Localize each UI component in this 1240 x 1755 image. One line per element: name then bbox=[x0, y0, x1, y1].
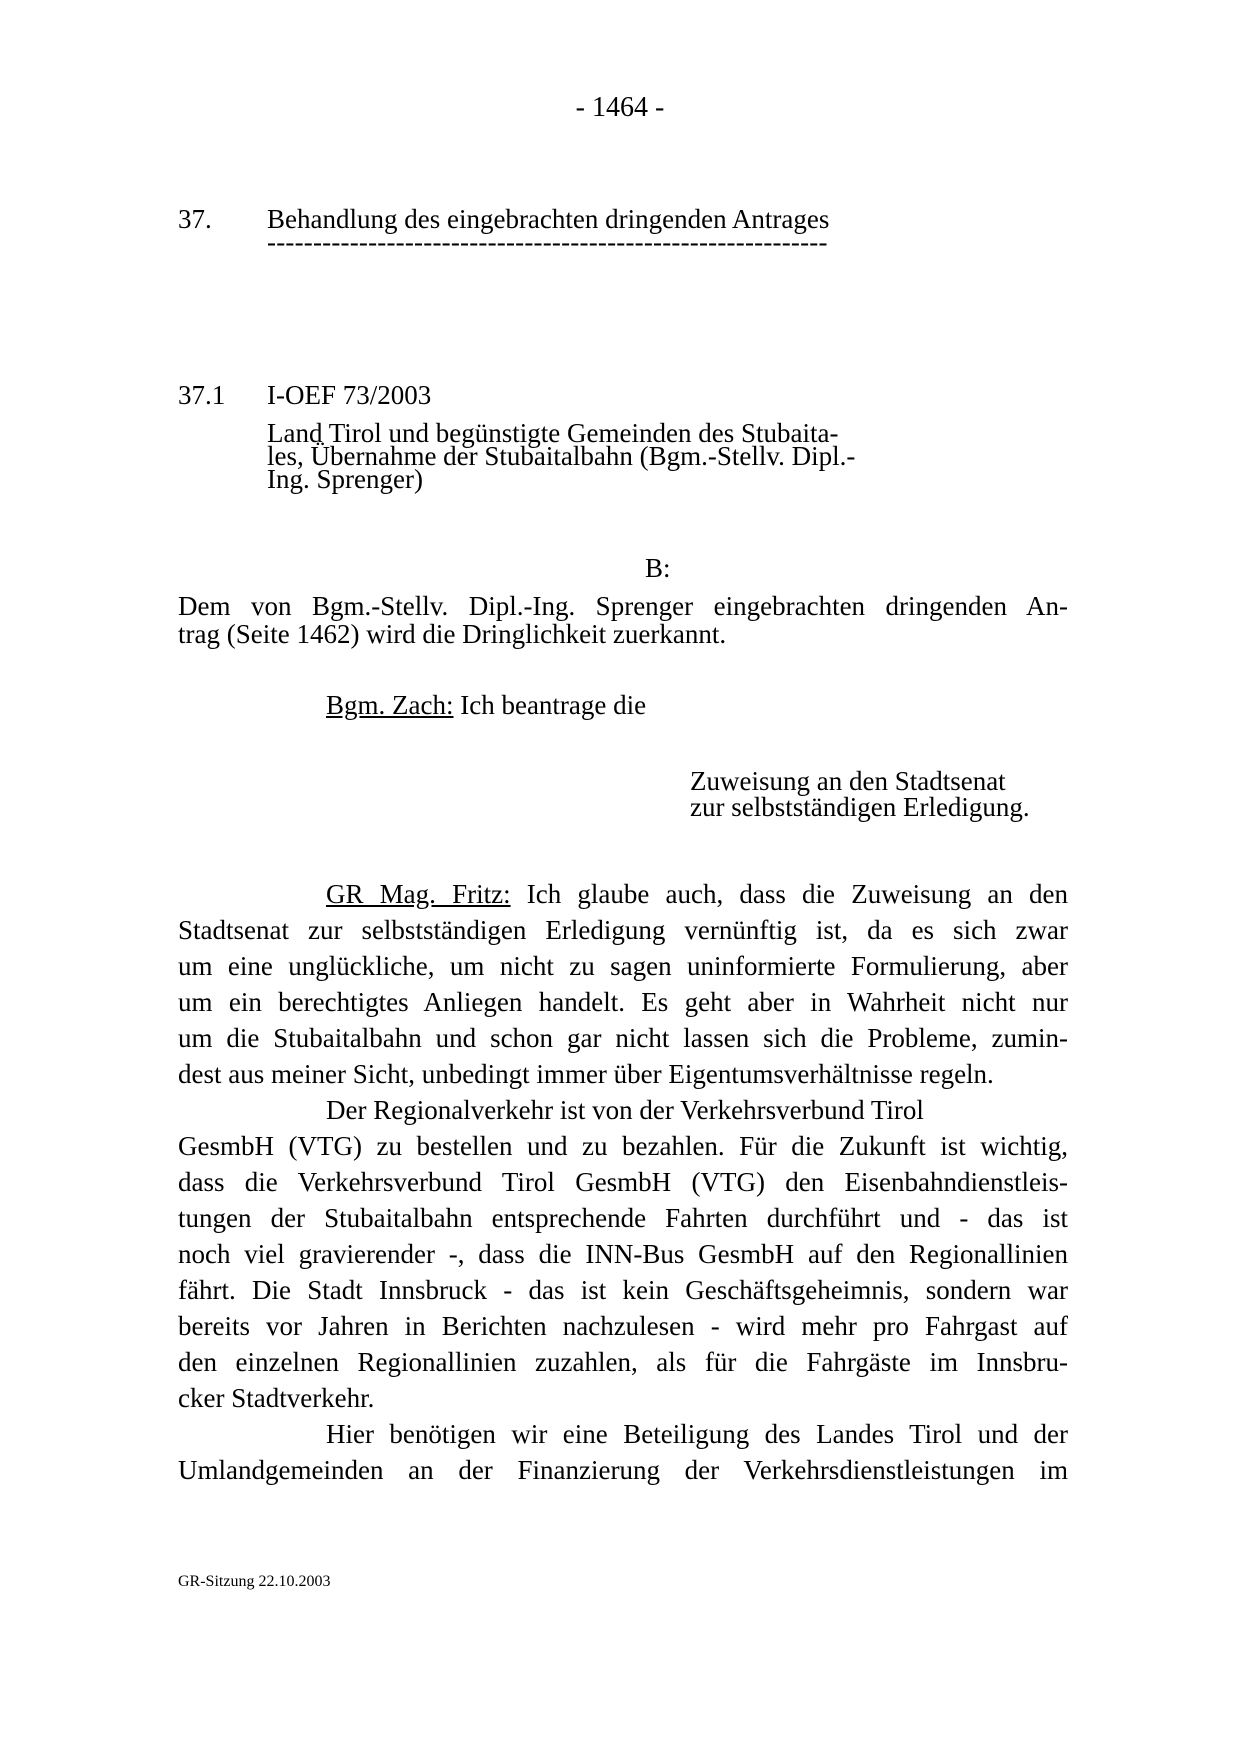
paragraph-line: cker Stadtverkehr. bbox=[178, 1383, 375, 1413]
page-number: - 1464 - bbox=[575, 92, 665, 123]
speaker-zach: Bgm. Zach: bbox=[326, 690, 454, 720]
paragraph-line: Umlandgemeinden an der Finanzierung der Verkehrsdienstleistungen im bbox=[178, 1455, 1068, 1485]
paragraph-line: Hier benötigen wir eine Beteiligung des Landes Tirol und der bbox=[326, 1419, 1068, 1449]
zach-statement bbox=[326, 690, 646, 721]
heading-number: 37. bbox=[178, 204, 212, 234]
paragraph-line: Der Regionalverkehr ist von der Verkehrsverbund Tirol bbox=[326, 1095, 924, 1125]
item-description-line: les, Übernahme der Stubaitalbahn (Bgm.-Stellv. Dipl.- bbox=[267, 441, 856, 471]
item-description bbox=[267, 418, 856, 494]
speaker-fritz: GR Mag. Fritz: bbox=[326, 879, 511, 909]
paragraph-line: fährt. Die Stadt Innsbruck - das ist kein Geschäftsgeheimnis, sondern war bbox=[178, 1275, 1068, 1305]
paragraph-line: den einzelnen Regionallinien zuzahlen, als für die Fahrgäste im Innsbru- bbox=[178, 1347, 1068, 1377]
paragraph-line: um ein berechtigtes Anliegen handelt. Es geht aber in Wahrheit nicht nur bbox=[178, 987, 1068, 1017]
paragraph-line: dass die Verkehrsverbund Tirol GesmbH (VTG) den Eisenbahndienstleis- bbox=[178, 1167, 1068, 1197]
fritz-first-line: Ich glaube auch, dass die Zuweisung an den bbox=[510, 879, 1068, 909]
paragraph-1 bbox=[178, 876, 1068, 1092]
resolution-line: trag (Seite 1462) wird die Dringlichkeit zuerkannt. bbox=[178, 619, 727, 649]
paragraph-2 bbox=[178, 1092, 1068, 1416]
paragraph-line: Stadtsenat zur selbstständigen Erledigung vernünftig ist, da es sich zwar bbox=[178, 915, 1068, 945]
paragraph-line bbox=[178, 876, 1068, 912]
paragraph-line: dest aus meiner Sicht, unbedingt immer über Eigentumsverhältnisse regeln. bbox=[178, 1059, 994, 1089]
paragraph-line: tungen der Stubaitalbahn entsprechende Fahrten durchführt und - das ist bbox=[178, 1203, 1068, 1233]
paragraph-line: noch viel gravierender -, dass die INN-Bus GesmbH auf den Regionallinien bbox=[178, 1239, 1068, 1269]
paragraph-line: um eine unglückliche, um nicht zu sagen uninformierte Formulierung, aber bbox=[178, 951, 1068, 981]
heading-title: Behandlung des eingebrachten dringenden Antrages bbox=[267, 204, 830, 234]
proposal-line: zur selbstständigen Erledigung. bbox=[690, 792, 1030, 822]
resolution-text bbox=[178, 592, 1068, 648]
item-description-line: Ing. Sprenger) bbox=[267, 464, 423, 494]
proposal bbox=[690, 768, 1030, 820]
resolution-label: B: bbox=[645, 553, 671, 583]
paragraph-line: bereits vor Jahren in Berichten nachzulesen - wird mehr pro Fahrgast auf bbox=[178, 1311, 1068, 1341]
item-number: 37.1 bbox=[178, 380, 226, 410]
paragraph-line: um die Stubaitalbahn und schon gar nicht lassen sich die Probleme, zumin- bbox=[178, 1023, 1068, 1053]
paragraph-line: GesmbH (VTG) zu bestellen und zu bezahlen. Für die Zukunft ist wichtig, bbox=[178, 1131, 1068, 1161]
heading-rule: ------------------------------------------------------------- bbox=[267, 227, 828, 257]
item-code: I-OEF 73/2003 bbox=[267, 380, 432, 410]
item-description-line: Land Tirol und begünstigte Gemeinden des Stubaita- bbox=[267, 418, 839, 448]
fritz-statement bbox=[178, 876, 1068, 1488]
page-footer: GR-Sitzung 22.10.2003 bbox=[178, 1573, 331, 1590]
resolution-line: Dem von Bgm.-Stellv. Dipl.-Ing. Sprenger eingebrachten dringenden An- bbox=[178, 591, 1068, 621]
proposal-line: Zuweisung an den Stadtsenat bbox=[690, 766, 1006, 796]
paragraph-3 bbox=[178, 1416, 1068, 1488]
zach-text: Ich beantrage die bbox=[453, 690, 647, 720]
